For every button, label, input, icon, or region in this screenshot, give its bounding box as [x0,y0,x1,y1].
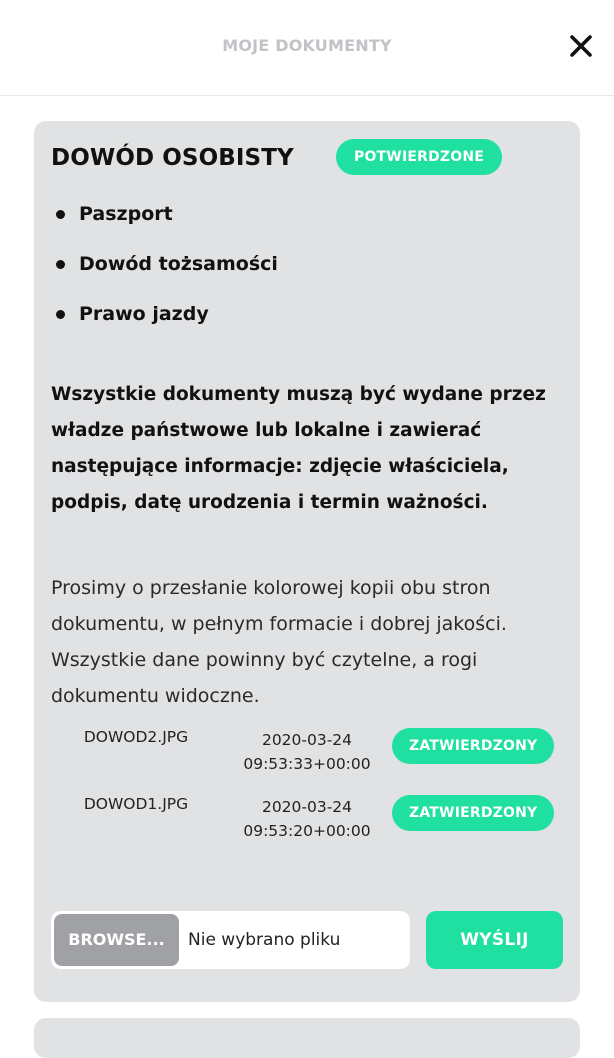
list-item [54,249,278,299]
card-title: DOWÓD OSOBISTY [51,145,294,171]
list-item [54,299,278,349]
close-icon-glyph [568,33,594,59]
status-badge: POTWIERDZONE [336,139,502,175]
file-time: 09:53:20+00:00 [243,822,371,840]
document-type-label: Prawo jazdy [79,303,209,325]
file-date: 2020-03-24 [261,731,353,749]
file-status-badge: ZATWIERDZONY [392,795,554,831]
browse-button[interactable]: BROWSE... [54,914,179,966]
close-icon[interactable] [568,33,594,59]
document-types-list [54,199,278,349]
file-input[interactable] [51,911,410,969]
file-row [34,722,580,774]
file-timestamp [222,728,392,776]
instructions-text: Prosimy o przesłanie kolorowej kopii obu stron dokumentu, w pełnym formacie i dobrej jakości. Wszystkie dane powinny być czytelne, a rogi dokumentu widoczne. [51,577,507,707]
next-document-card [34,1018,580,1058]
document-card [34,121,580,1002]
file-time: 09:53:33+00:00 [243,755,371,773]
bullet-icon [56,310,65,319]
page-title: MOJE DOKUMENTY [222,36,392,55]
document-type-label: Dowód tożsamości [79,253,278,275]
bullet-icon [56,210,65,219]
requirements-text: Wszystkie dokumenty muszą być wydane przez władze państwowe lub lokalne i zawierać następujące informacje: zdjęcie właściciela, podpis, datę urodzenia i termin ważności. [51,384,546,513]
header [0,0,614,96]
file-row [34,789,580,841]
file-name: DOWOD2.JPG [83,728,189,746]
file-timestamp [222,795,392,843]
file-input-status: Nie wybrano pliku [188,930,341,950]
document-type-label: Paszport [79,203,173,225]
bullet-icon [56,260,65,269]
file-status-badge: ZATWIERDZONY [392,728,554,764]
file-date: 2020-03-24 [261,798,353,816]
send-button[interactable]: WYŚLIJ [426,911,563,969]
list-item [54,199,278,249]
file-name: DOWOD1.JPG [83,795,189,813]
